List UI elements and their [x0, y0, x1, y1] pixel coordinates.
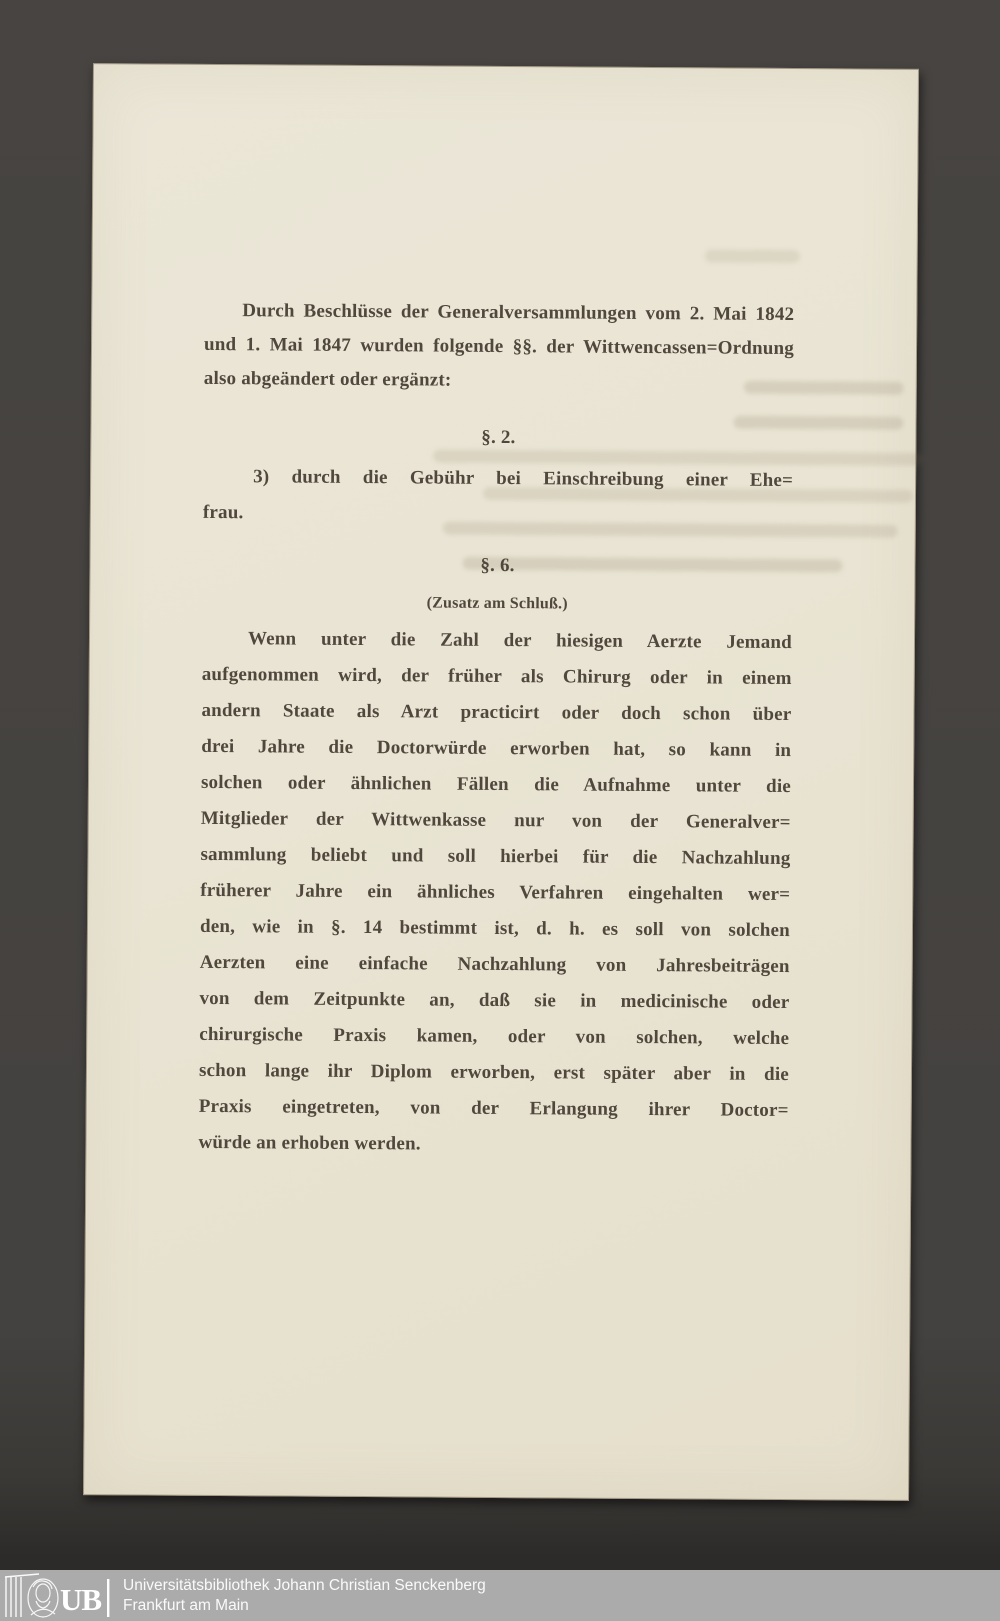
- text-line: früherer Jahre ein ähnliches Verfahren eingehalten wer=: [200, 879, 791, 906]
- text-line: Wenn unter die Zahl der hiesigen Aerzte Jemand: [247, 628, 793, 654]
- text-line: Praxis eingetreten, von der Erlangung ihrer Doctor=: [198, 1095, 789, 1122]
- text-line: andern Staate als Arzt practicirt oder doch schon über: [201, 699, 792, 726]
- library-footer-bar: [0, 1570, 1000, 1621]
- senckenberg-portrait-icon: [28, 1579, 58, 1617]
- text-line: Aerzten eine einfache Nachzahlung von Jahresbeiträgen: [199, 951, 790, 978]
- library-name-line2: Frankfurt am Main: [123, 1596, 249, 1614]
- text-line: Mitglieder der Wittwenkasse nur von der Generalver=: [200, 807, 791, 834]
- section-2-item-3: [203, 459, 793, 535]
- text-line: den, wie in §. 14 bestimmt ist, d. h. es soll von solchen: [199, 915, 791, 942]
- text-line: also abgeändert oder ergänzt:: [203, 367, 452, 391]
- book-pages-icon: [5, 1574, 39, 1617]
- amendment-intro-paragraph: [204, 294, 795, 400]
- page-showthrough: [705, 249, 800, 263]
- text-line: schon lange ihr Diplom erworben, erst später aber in die: [198, 1059, 790, 1086]
- ub-library-logo: [3, 1573, 113, 1619]
- text-line: drei Jahre die Doctorwürde erworben hat, so kann in: [201, 735, 792, 762]
- text-line: sammlung beliebt und soll hierbei für die Nachzahlung: [200, 843, 791, 870]
- text-line: von dem Zeitpunkte an, daß sie in medicinische oder: [199, 987, 790, 1014]
- section-2-heading: §. 2.: [481, 426, 516, 449]
- text-line: chirurgische Praxis kamen, oder von solchen, welche: [199, 1023, 790, 1050]
- text-line: frau.: [202, 501, 244, 524]
- library-name-line1: Universitätsbibliothek Johann Christian Senckenberg: [123, 1576, 486, 1594]
- text-line: Durch Beschlüsse der Generalversammlungen vom 2. Mai 1842: [242, 300, 795, 326]
- ub-logo-text: UB: [60, 1581, 102, 1617]
- text-line: aufgenommen wird, der früher als Chirurg oder in einem: [201, 663, 792, 690]
- section-6-heading: §. 6.: [480, 554, 515, 577]
- scanned-page: [83, 63, 919, 1501]
- section-6-note: (Zusatz am Schluß.): [426, 594, 568, 613]
- section-6-paragraph: [198, 621, 792, 1165]
- text-line: und 1. Mai 1847 wurden folgende §§. der Wittwencassen=Ordnung: [203, 333, 795, 360]
- text-line: würde an erhoben werden.: [198, 1131, 421, 1155]
- text-line: solchen oder ähnlichen Fällen die Aufnahme unter die: [200, 771, 792, 798]
- text-line: 3) durch die Gebühr bei Einschreibung einer Ehe=: [253, 466, 794, 492]
- logo-divider: [107, 1579, 109, 1617]
- page-text: [198, 294, 794, 1165]
- library-name: [123, 1576, 486, 1616]
